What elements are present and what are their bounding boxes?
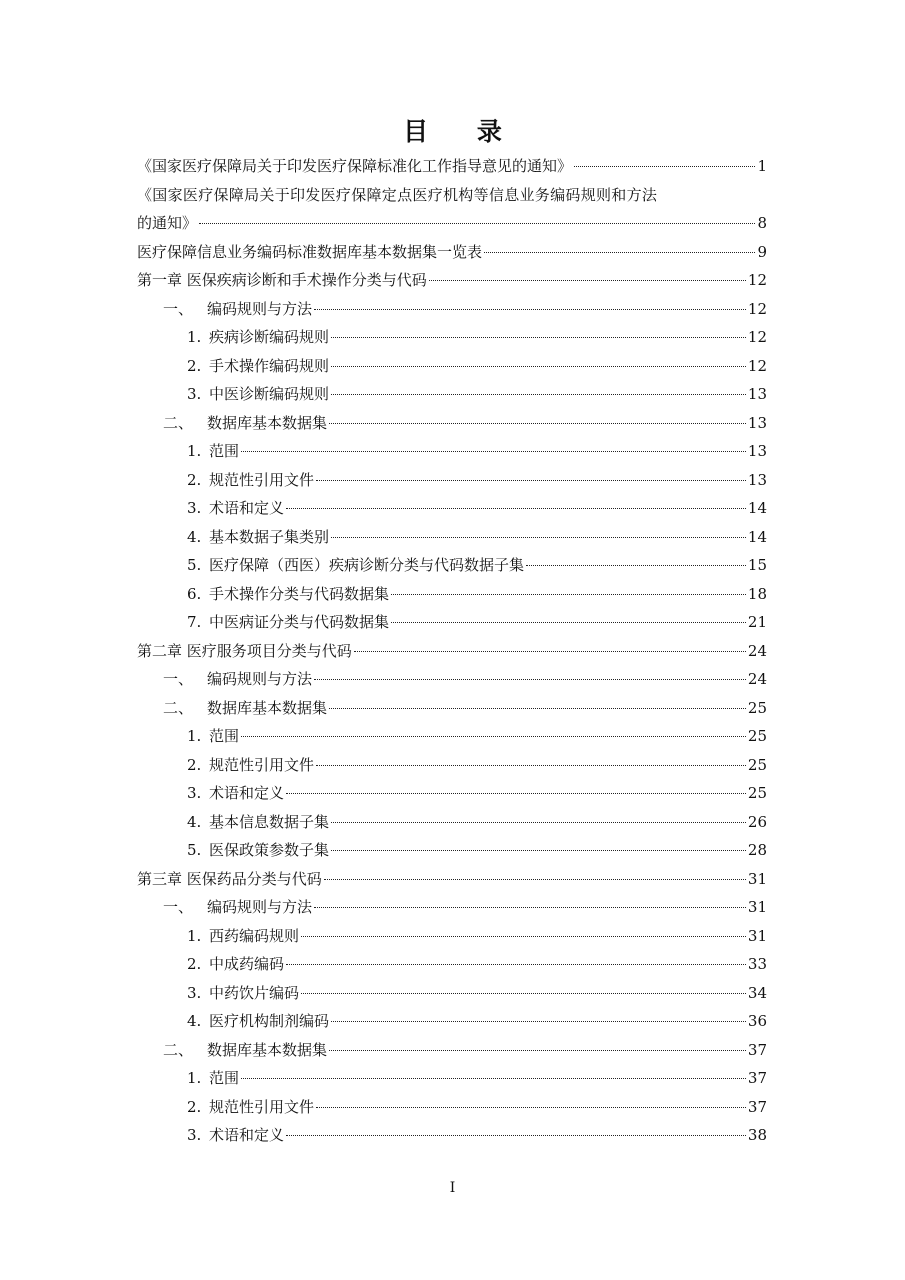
toc-entry-text: 规范性引用文件 (209, 1097, 315, 1116)
dot-leader (429, 280, 746, 281)
toc-entry-number: 二、 (163, 413, 194, 432)
dot-leader (329, 708, 746, 709)
page-title: 目 录 (403, 117, 522, 146)
toc-page-number: 37 (747, 1040, 767, 1059)
toc-page-number: 24 (747, 641, 767, 660)
dot-leader (314, 907, 746, 908)
dot-leader (241, 1078, 746, 1079)
toc-entry-text: 中医病证分类与代码数据集 (209, 613, 390, 631)
toc-entry-number: 6. (187, 584, 202, 603)
toc-page-number: 28 (747, 841, 767, 859)
toc-entry-number: 2. (187, 755, 202, 774)
toc-entry-text: 基本信息数据子集 (209, 812, 330, 831)
toc-entry-text: 中药饮片编码 (209, 983, 300, 1002)
toc-page-number: 25 (747, 755, 767, 774)
toc-entry-text: 编码规则与方法 (207, 670, 313, 688)
toc-subsection-entry[interactable] (137, 1093, 767, 1122)
dot-leader (574, 166, 755, 167)
dot-leader (324, 879, 746, 880)
toc-page-number: 12 (747, 299, 767, 318)
toc-entry-number: 3. (187, 499, 202, 517)
toc-entry-text: 医保政策参数子集 (209, 841, 330, 859)
toc-entry[interactable] (137, 181, 767, 238)
toc-subsection-entry[interactable] (137, 1007, 767, 1036)
toc-subsection-entry[interactable] (137, 922, 767, 951)
dot-leader (329, 1050, 746, 1051)
toc-entry-number: 2. (187, 470, 202, 489)
toc-entry-text: 手术操作分类与代码数据集 (209, 584, 390, 603)
toc-subsection-entry[interactable] (137, 437, 767, 466)
toc-page-number: 26 (747, 812, 767, 831)
toc-entry-text: 编码规则与方法 (207, 898, 313, 916)
toc-page-number: 13 (747, 442, 767, 460)
dot-leader (331, 850, 746, 851)
toc-subsection-entry[interactable] (137, 323, 767, 352)
toc-subsection-entry[interactable] (137, 836, 767, 865)
toc-page-number: 1 (757, 157, 767, 175)
toc-entry[interactable] (137, 152, 767, 181)
toc-section-entry[interactable] (137, 1036, 767, 1065)
toc-entry-number: 3. (187, 385, 202, 403)
toc-section-entry[interactable] (137, 295, 767, 324)
toc-subsection-entry[interactable] (137, 1121, 767, 1150)
toc-chapter-entry[interactable] (137, 637, 767, 666)
toc-subsection-entry[interactable] (137, 608, 767, 637)
toc-entry-number: 1. (187, 1069, 202, 1087)
dot-leader (331, 537, 746, 538)
dot-leader (316, 1107, 746, 1108)
dot-leader (241, 451, 746, 452)
toc-entry-number: 1. (187, 926, 202, 945)
toc-entry-text: 医疗保障信息业务编码标准数据库基本数据集一览表 (137, 242, 483, 261)
toc-page-number: 12 (747, 271, 767, 289)
toc-entry-number: 1. (187, 442, 202, 460)
toc-section-entry[interactable] (137, 665, 767, 694)
toc-entry-text: 规范性引用文件 (209, 470, 315, 489)
toc-entry-number: 5. (187, 841, 202, 859)
toc-subsection-entry[interactable] (137, 979, 767, 1008)
toc-chapter-entry[interactable] (137, 865, 767, 894)
toc-page-number: 33 (747, 955, 767, 973)
toc-page-number: 12 (747, 356, 767, 375)
toc-entry-text: 编码规则与方法 (207, 299, 313, 318)
toc-entry-number: 3. (187, 1126, 202, 1144)
toc-entry-number: 2. (187, 1097, 202, 1116)
toc-page-number: 13 (747, 385, 767, 403)
toc-page-number: 18 (747, 584, 767, 603)
toc-page-number: 14 (747, 527, 767, 546)
toc-entry-number: 2. (187, 356, 202, 375)
toc-entry-number: 5. (187, 556, 202, 574)
toc-entry-text: 手术操作编码规则 (209, 356, 330, 375)
toc-page-number: 36 (747, 1012, 767, 1030)
toc-entry-number: 2. (187, 955, 202, 973)
dot-leader (331, 822, 746, 823)
page-number-footer: I (449, 1180, 456, 1196)
toc-page-number: 31 (747, 869, 767, 888)
toc-entry-number: 一、 (163, 898, 194, 916)
toc-entry-text: 《国家医疗保障局关于印发医疗保障标准化工作指导意见的通知》 (137, 157, 573, 175)
toc-subsection-entry[interactable] (137, 808, 767, 837)
toc-entry-number: 二、 (163, 1040, 194, 1059)
toc-entry-number: 1. (187, 328, 202, 346)
toc-entry-text: 数据库基本数据集 (207, 698, 328, 717)
toc-page-number: 15 (747, 556, 767, 574)
toc-section-entry[interactable] (137, 694, 767, 723)
toc-entry-number: 一、 (163, 670, 194, 688)
dot-leader (286, 1135, 746, 1136)
dot-leader (331, 394, 746, 395)
dot-leader (199, 223, 755, 224)
toc-page-number: 34 (747, 983, 767, 1002)
dot-leader (391, 594, 746, 595)
toc-page-number: 37 (747, 1069, 767, 1087)
toc-page-number: 25 (747, 784, 767, 802)
toc-entry-number: 7. (187, 613, 202, 631)
toc-page-number: 9 (757, 242, 767, 261)
toc-subsection-entry[interactable] (137, 779, 767, 808)
dot-leader (484, 252, 755, 253)
toc-subsection-entry[interactable] (137, 380, 767, 409)
toc-entry-text: 术语和定义 (209, 1126, 285, 1144)
toc-entry-number: 1. (187, 727, 202, 745)
toc-page-number: 25 (747, 727, 767, 745)
toc-entry-text: 范围 (209, 442, 240, 460)
toc-subsection-entry[interactable] (137, 1064, 767, 1093)
toc-subsection-entry[interactable] (137, 523, 767, 552)
toc-page-number: 31 (747, 898, 767, 916)
dot-leader (526, 565, 746, 566)
toc-page-number: 37 (747, 1097, 767, 1116)
toc-chapter-entry[interactable] (137, 266, 767, 295)
dot-leader (391, 622, 746, 623)
dot-leader (286, 793, 746, 794)
toc-entry-number: 4. (187, 1012, 202, 1030)
toc-entry-text: 医疗保障（西医）疾病诊断分类与代码数据子集 (209, 556, 525, 574)
dot-leader (331, 1021, 746, 1022)
toc-page-number: 25 (747, 698, 767, 717)
dot-leader (241, 736, 746, 737)
toc-entry-text: 数据库基本数据集 (207, 1040, 328, 1059)
toc-entry-text: 第二章 医疗服务项目分类与代码 (137, 641, 352, 660)
toc-page-number: 8 (757, 214, 767, 232)
dot-leader (301, 993, 746, 994)
toc-subsection-entry[interactable] (137, 352, 767, 381)
dot-leader (316, 480, 746, 481)
dot-leader (286, 508, 746, 509)
toc-entry-number: 二、 (163, 698, 194, 717)
dot-leader (331, 366, 746, 367)
toc-section-entry[interactable] (137, 409, 767, 438)
toc-entry-text: 范围 (209, 727, 240, 745)
toc-entry-text: 第三章 医保药品分类与代码 (137, 869, 322, 888)
toc-page-number: 12 (747, 328, 767, 346)
toc-entry-text: 范围 (209, 1069, 240, 1087)
toc-subsection-entry[interactable] (137, 466, 767, 495)
dot-leader (354, 651, 746, 652)
toc-entry-text: 术语和定义 (209, 499, 285, 517)
dot-leader (316, 765, 746, 766)
toc-entry-number: 3. (187, 784, 202, 802)
dot-leader (286, 964, 746, 965)
toc-page-number: 21 (747, 613, 767, 631)
toc-entry-number: 4. (187, 812, 202, 831)
toc-subsection-entry[interactable] (137, 722, 767, 751)
toc-entry-number: 4. (187, 527, 202, 546)
dot-leader (331, 337, 746, 338)
toc-entry-text: 第一章 医保疾病诊断和手术操作分类与代码 (137, 271, 427, 289)
dot-leader (329, 423, 746, 424)
toc-entry-text: 疾病诊断编码规则 (209, 328, 330, 346)
toc-page-number: 38 (747, 1126, 767, 1144)
dot-leader (301, 936, 746, 937)
toc-page-number: 24 (747, 670, 767, 688)
toc-page-number: 31 (747, 926, 767, 945)
toc-page-number: 13 (747, 470, 767, 489)
toc-subsection-entry[interactable] (137, 751, 767, 780)
toc-entry-text: 西药编码规则 (209, 926, 300, 945)
toc-page-number: 14 (747, 499, 767, 517)
toc-entry-text: 规范性引用文件 (209, 755, 315, 774)
toc-entry-number: 一、 (163, 299, 194, 318)
toc-entry[interactable] (137, 238, 767, 267)
dot-leader (314, 309, 746, 310)
toc-entry-text: 中医诊断编码规则 (209, 385, 330, 403)
toc-subsection-entry[interactable] (137, 580, 767, 609)
toc-subsection-entry[interactable] (137, 551, 767, 580)
toc-entry-text: 基本数据子集类别 (209, 527, 330, 546)
toc-entry-text: 数据库基本数据集 (207, 413, 328, 432)
toc-entry-text: 医疗机构制剂编码 (209, 1012, 330, 1030)
toc-entry-text: 中成药编码 (209, 955, 285, 973)
toc-entry-text: 术语和定义 (209, 784, 285, 802)
toc-page-number: 13 (747, 413, 767, 432)
toc-section-entry[interactable] (137, 893, 767, 922)
table-of-contents (137, 152, 767, 1150)
toc-subsection-entry[interactable] (137, 494, 767, 523)
dot-leader (314, 679, 746, 680)
toc-entry-text-continued: 的通知》 (137, 214, 198, 232)
toc-entry-number: 3. (187, 983, 202, 1002)
toc-subsection-entry[interactable] (137, 950, 767, 979)
toc-entry-text: 《国家医疗保障局关于印发医疗保障定点医疗机构等信息业务编码规则和方法 (137, 185, 658, 204)
